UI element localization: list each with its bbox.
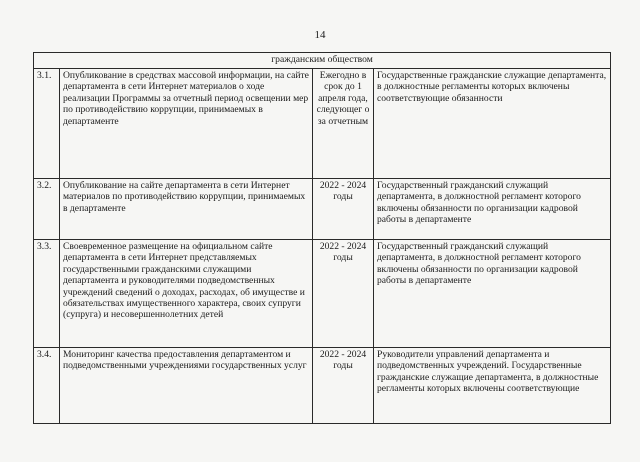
row-responsible: Государственный гражданский служащий департамента, в должностной регламент которого включены обязанности по организации кадровой работы в департаменте [374, 240, 611, 348]
row-term: 2022 - 2024 годы [313, 240, 374, 348]
row-action: Опубликование в средствах массовой информации, на сайте департамента в сети Интернет материалов о ходе реализации Программы за отчетный период освещении мер по противодействию коррупции, принимаемых в департаменте [60, 69, 313, 179]
row-action: Своевременное размещение на официальном сайте департамента в сети Интернет представляемых государственными гражданскими служащими департамента и руководителями подведомственных учреждений сведений о доходах, расходах, об имуществе и обязательствах имущественного характера, своих супруги (супруга) и несовершеннолетних детей [60, 240, 313, 348]
row-responsible: Руководители управлений департамента и подведомственных учреждений. Государственные гражданские служащие департамента, в должностные регламенты которых включены соответствующие [374, 348, 611, 424]
page-number: 14 [314, 29, 326, 41]
measures-table [33, 52, 611, 424]
row-action: Мониторинг качества предоставления департаментом и подведомственными учреждениями государственных услуг [60, 348, 313, 424]
row-number: 3.3. [34, 240, 60, 348]
row-action: Опубликование на сайте департамента в сети Интернет материалов по противодействию коррупции, принимаемых в департаменте [60, 179, 313, 240]
row-number: 3.2. [34, 179, 60, 240]
row-term: Ежегодно в срок до 1 апреля года, следующег о за отчетным [313, 69, 374, 179]
row-number: 3.4. [34, 348, 60, 424]
row-responsible: Государственный гражданский служащий департамента, в должностной регламент которого включены обязанности по организации кадровой работы в департаменте [374, 179, 611, 240]
section-header-row [34, 53, 611, 69]
table-row [34, 69, 611, 179]
section-header: гражданским обществом [34, 53, 611, 69]
row-term: 2022 - 2024 годы [313, 348, 374, 424]
row-term: 2022 - 2024 годы [313, 179, 374, 240]
table-row [34, 240, 611, 348]
row-responsible: Государственные гражданские служащие департамента, в должностные регламенты которых включены соответствующие обязанности [374, 69, 611, 179]
table-row [34, 179, 611, 240]
table-row [34, 348, 611, 424]
row-number: 3.1. [34, 69, 60, 179]
